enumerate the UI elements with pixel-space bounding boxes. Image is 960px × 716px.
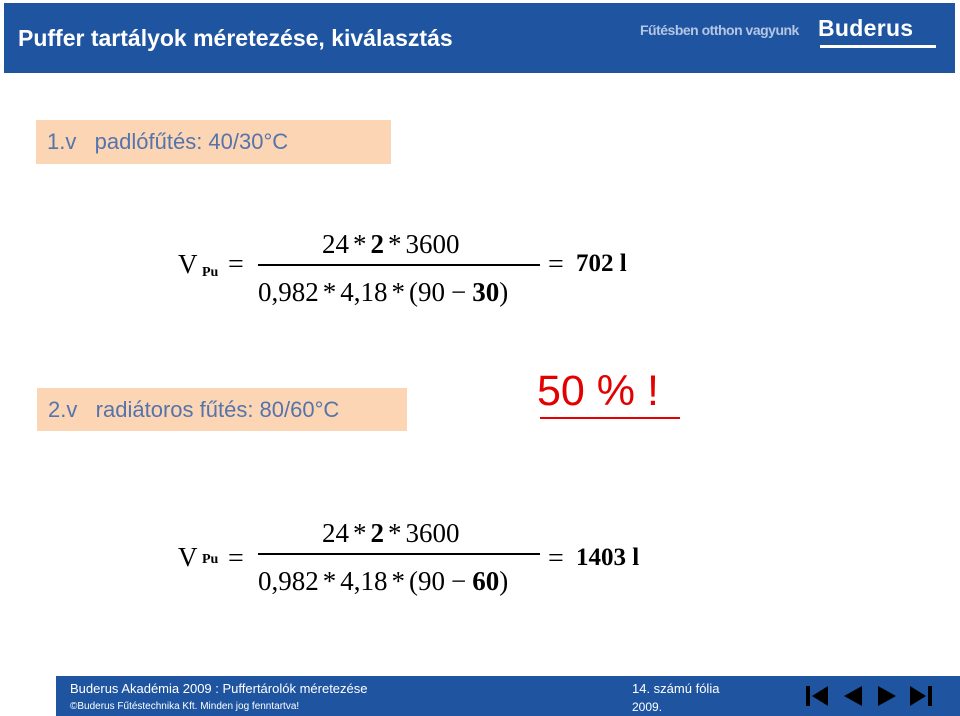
slogan: Fűtésben otthon vagyunk: [640, 22, 799, 38]
num-op1: *: [353, 518, 367, 548]
num-a: 24: [322, 229, 349, 259]
den-op2: *: [391, 277, 405, 307]
numerator: [322, 231, 460, 258]
first-slide-icon[interactable]: [804, 684, 830, 708]
num-c: 3600: [405, 518, 460, 548]
den-a: 0,982: [258, 277, 319, 307]
num-c: 3600: [405, 229, 460, 259]
formula-lhs: V: [178, 542, 198, 572]
num-a: 24: [322, 518, 349, 548]
den-t: 60: [472, 566, 500, 596]
num-b: 2: [370, 229, 384, 259]
den-open: (90: [409, 277, 445, 307]
formula-result: 1403 l: [576, 544, 640, 571]
den-a: 0,982: [258, 566, 319, 596]
footer-bar: [56, 676, 960, 716]
footer-copyright: ©Buderus Fűtéstechnika Kft. Minden jog fenntartva!: [70, 701, 300, 712]
denominator: [258, 568, 508, 595]
footer-year: 2009.: [632, 700, 663, 714]
header-bar: [4, 3, 955, 73]
percent-underline: [540, 417, 680, 419]
fraction-bar: [258, 553, 540, 555]
slide-number: 14. számú fólia: [632, 681, 720, 696]
logo-text: Buderus: [818, 15, 914, 41]
den-minus: −: [451, 277, 467, 307]
logo-underline: [820, 45, 936, 48]
footer-title: Buderus Akadémia 2009 : Puffertárolók méretezése: [70, 681, 368, 696]
den-minus: −: [451, 566, 467, 596]
next-slide-icon[interactable]: [874, 684, 900, 708]
den-op1: *: [322, 566, 337, 596]
formula-equals: =: [228, 543, 244, 574]
formula-lhs-sub: Pu: [202, 265, 219, 280]
num-b: 2: [370, 518, 384, 548]
formula-equals: =: [228, 249, 244, 280]
denominator: [258, 279, 508, 306]
den-b: 4,18: [340, 566, 388, 596]
fraction-bar: [258, 264, 540, 266]
den-close: ): [499, 566, 509, 596]
den-op1: *: [322, 277, 337, 307]
num-op2: *: [388, 518, 402, 548]
previous-slide-icon[interactable]: [840, 684, 866, 708]
formula-result: 702 l: [576, 250, 627, 277]
den-op2: *: [391, 566, 405, 596]
formula-equals2: =: [548, 249, 564, 280]
last-slide-icon[interactable]: [908, 684, 934, 708]
case1-label: 1.v padlófűtés: 40/30°C: [36, 120, 391, 164]
formula-lhs: V: [178, 249, 198, 279]
formula-equals2: =: [548, 543, 564, 574]
den-open: (90: [409, 566, 445, 596]
slide-title: Puffer tartályok méretezése, kiválasztás: [18, 25, 453, 51]
percent-callout: 50 % !: [537, 367, 659, 415]
buderus-logo: [818, 15, 948, 49]
num-op2: *: [388, 229, 402, 259]
numerator: [322, 520, 460, 547]
den-b: 4,18: [340, 277, 388, 307]
den-t: 30: [472, 277, 500, 307]
den-close: ): [499, 277, 509, 307]
num-op1: *: [353, 229, 367, 259]
formula-lhs-sub: Pu: [202, 552, 219, 567]
case2-label: 2.v radiátoros fűtés: 80/60°C: [37, 388, 407, 431]
